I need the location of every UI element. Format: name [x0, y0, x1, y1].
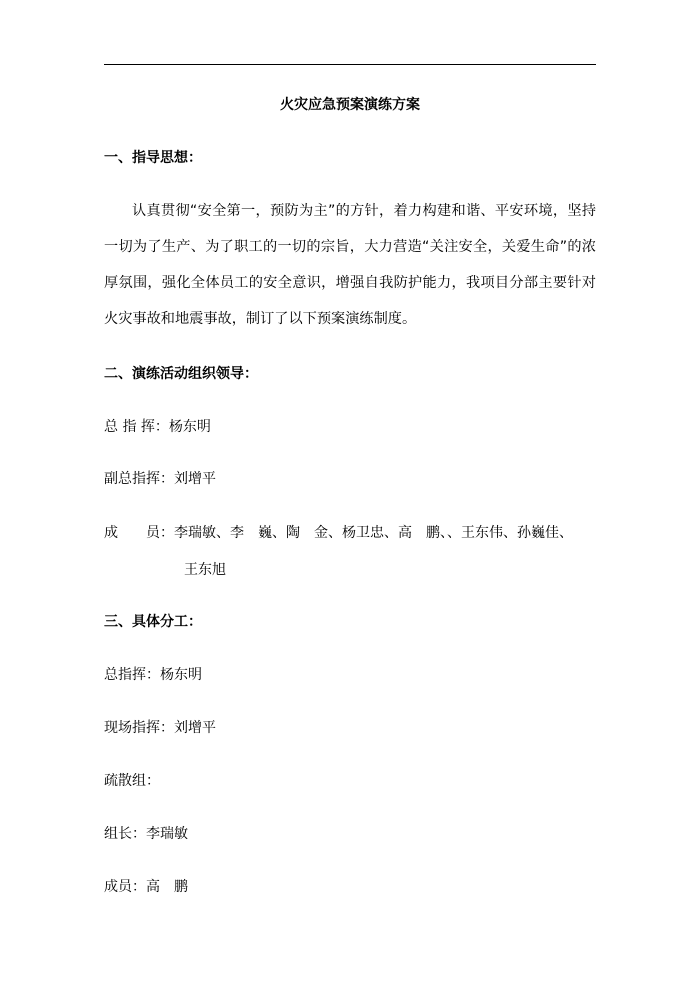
members-line: 成 员：李瑞敏、李 巍、陶 金、杨卫忠、高 鹏、、王东伟、孙巍佳、	[104, 525, 573, 541]
commander-line: 总 指 挥：杨东明	[104, 419, 211, 435]
document-title: 火灾应急预案演练方案	[280, 97, 420, 113]
section-heading-division-of-labor: 三、具体分工：	[104, 614, 202, 630]
section-heading-organization: 二、演练活动组织领导：	[104, 366, 258, 382]
header-rule	[104, 64, 596, 65]
deputy-commander-line: 副总指挥：刘增平	[104, 471, 216, 487]
group-leader-line: 组长：李瑞敏	[104, 826, 188, 842]
group-members-line: 成员：高 鹏	[104, 879, 188, 895]
site-commander-line: 现场指挥：刘增平	[104, 720, 216, 736]
section-heading-guiding-ideology: 一、指导思想：	[104, 150, 202, 166]
chief-commander-line: 总指挥：杨东明	[104, 667, 202, 683]
members-line-continued: 王东旭	[184, 562, 226, 578]
guiding-ideology-paragraph: 认真贯彻“安全第一，预防为主”的方针，着力构建和谐、平安环境，坚持一切为了生产、为了职工的一切的宗旨，大力营造“关注安全，关爱生命”的浓厚氛围，强化全体员工的安全意识，增强自我防护能力，我项目分部主要针对火灾事故和地震事故，制订了以下预案演练制度。	[104, 203, 596, 327]
evacuation-group-label: 疏散组：	[104, 773, 160, 789]
